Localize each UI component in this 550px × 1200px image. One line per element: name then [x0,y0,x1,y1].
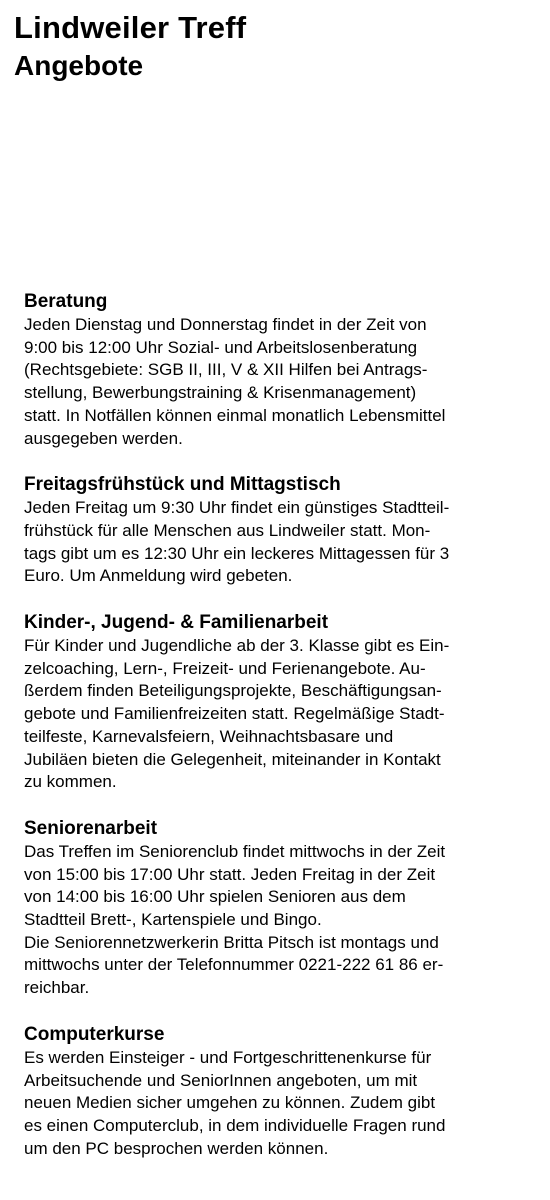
section-text-line: Stadtteil Brett-, Kartenspiele und Bingo. [24,910,322,930]
section-text-line: teilfeste, Karnevalsfeiern, Weihnachtsbasare und [24,726,394,746]
section-seniorenarbeit [24,817,534,1000]
section-text-line: von 15:00 bis 17:00 Uhr statt. Jeden Freitag in der Zeit [24,864,436,884]
section-heading: Computerkurse [24,1023,165,1045]
section-text-line: Die Seniorennetzwerkerin Britta Pitsch ist montags und [24,932,439,952]
section-beratung [24,290,534,450]
section-freitagsfruehstueck [24,473,534,588]
section-text-line: zelcoaching, Lern-, Freizeit- und Ferienangebote. Au- [24,658,426,678]
section-text-line: Jubiläen bieten die Gelegenheit, miteinander in Kontakt [24,749,441,769]
section-text-line: Das Treffen im Seniorenclub findet mittwochs in der Zeit [24,841,446,861]
section-text-line: Für Kinder und Jugendliche ab der 3. Klasse gibt es Ein- [24,636,450,656]
section-heading: Kinder-, Jugend- & Familienarbeit [24,612,329,634]
section-text-line: um den PC besprochen werden können. [24,1138,329,1158]
page-header [14,8,246,84]
section-text-line: mittwochs unter der Telefonnummer 0221-222 61 86 er- [24,955,444,975]
section-text-line: Euro. Um Anmeldung wird gebeten. [24,566,293,586]
section-text-line: statt. In Notfällen können einmal monatlich Lebensmittel [24,405,446,425]
section-heading: Beratung [24,291,108,312]
section-text-line: (Rechtsgebiete: SGB II, III, V & XII Hilfen bei Antrags- [24,360,428,380]
section-text-line: ausgegeben werden. [24,428,183,448]
section-heading: Seniorenarbeit [24,817,158,839]
section-text-line: Arbeitsuchende und SeniorInnen angeboten, um mit [24,1070,418,1090]
section-text-line: Jeden Freitag um 9:30 Uhr findet ein günstiges Stadtteil- [24,498,450,518]
section-text-line: 9:00 bis 12:00 Uhr Sozial- und Arbeitslosenberatung [24,337,418,357]
section-text-line: stellung, Bewerbungstraining & Krisenmanagement) [24,383,417,403]
section-text-line: ßerdem finden Beteiligungsprojekte, Beschäftigungsan- [24,681,442,701]
section-text-line: Es werden Einsteiger - und Fortgeschrittenenkurse für [24,1047,432,1067]
section-text-line: Jeden Dienstag und Donnerstag findet in der Zeit von [24,315,427,334]
section-text-line: neuen Medien sicher umgehen zu können. Zudem gibt [24,1093,436,1113]
section-text-line: reichbar. [24,978,90,998]
section-text-line: tags gibt um es 12:30 Uhr ein leckeres Mittagessen für 3 [24,543,450,563]
page-subtitle: Angebote [14,50,144,81]
section-heading: Freitagsfrühstück und Mittagstisch [24,474,341,496]
section-kinder-jugend-familienarbeit [24,611,534,794]
section-text-line: gebote und Familienfreizeiten statt. Regelmäßige Stadt- [24,704,445,724]
offers-list [24,290,534,1183]
page-title: Lindweiler Treff [14,10,247,45]
section-computerkurse [24,1023,534,1161]
section-text-line: zu kommen. [24,772,117,792]
section-text-line: frühstück für alle Menschen aus Lindweiler statt. Mon- [24,520,431,540]
section-text-line: es einen Computerclub, in dem individuelle Fragen rund [24,1115,446,1135]
section-text-line: von 14:00 bis 16:00 Uhr spielen Senioren aus dem [24,887,406,907]
